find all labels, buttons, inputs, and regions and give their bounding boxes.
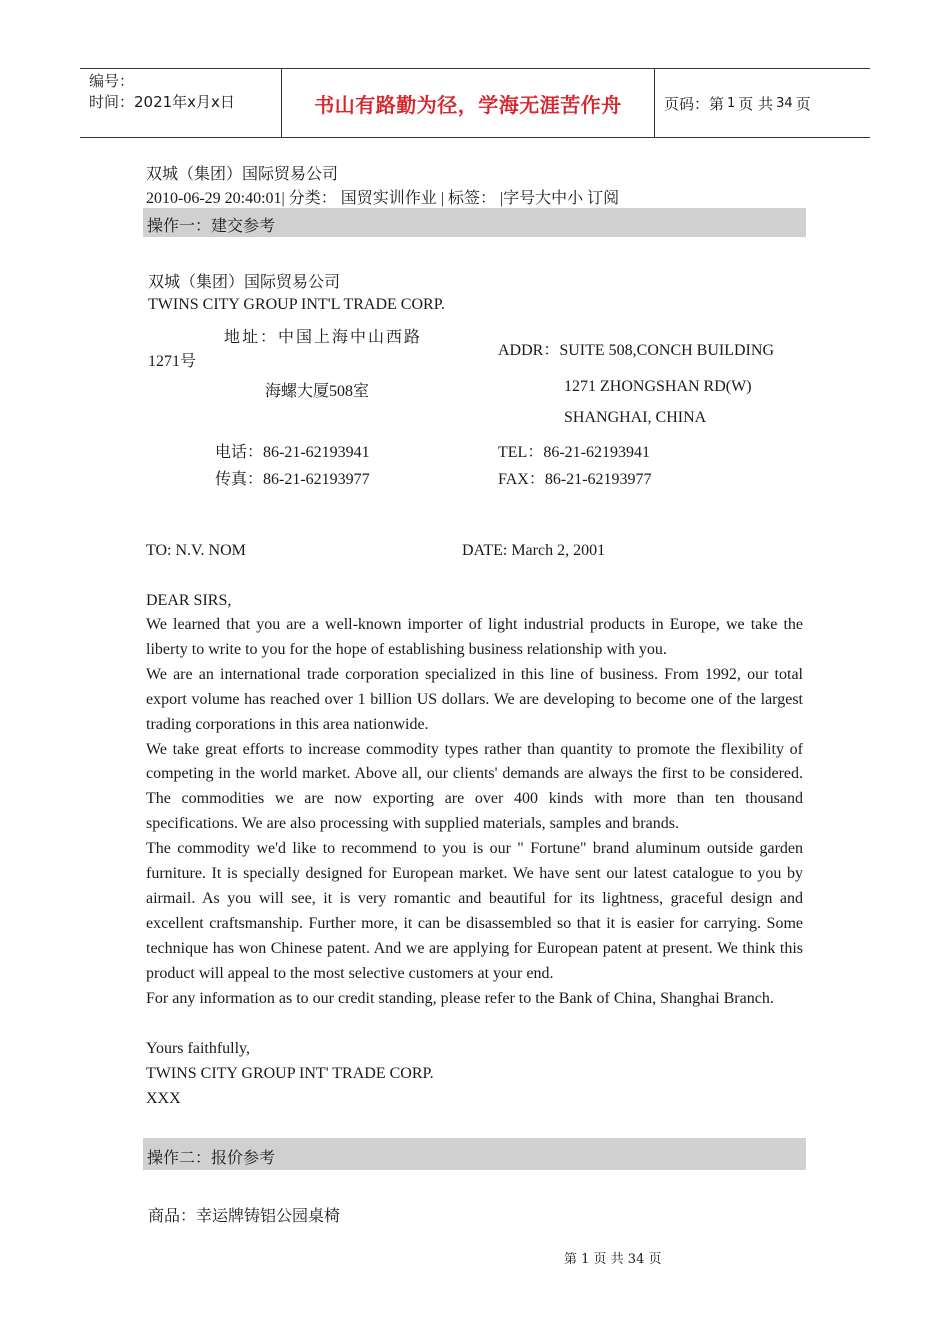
doc-time-label: 时间：2021年x月x日 <box>89 93 235 111</box>
letter-paragraph: We take great efforts to increase commodity types rather than quantity to promote the flexibility of competing in the world market. Above all, our clients' demands are always the first to be considered. The commodities we are now exporting are over 400 kinds with more than ten thousand specifications. We are also processing with supplied materials, samples and brands. <box>146 740 803 833</box>
letter-signer-company: TWINS CITY GROUP INT' TRADE CORP. <box>146 1065 434 1082</box>
header-page-info <box>664 69 811 137</box>
letterhead-cn-fax: 传真：86-21-62193977 <box>215 471 370 488</box>
doc-number-label: 编号： <box>89 72 135 90</box>
letter-paragraph: We are an international trade corporation specialized in this line of business. From 1992, our total export volume has reached over 1 billion US dollars. We are developing to become one of the largest trading corporations in this area nationwide. <box>146 665 803 733</box>
letterhead-cn-address: 地址：中国上海中山西路 <box>224 329 423 346</box>
letter-date: DATE: March 2, 2001 <box>462 542 606 559</box>
header-left <box>89 71 235 113</box>
letter-salutation: DEAR SIRS, <box>146 592 232 609</box>
page-prefix: 页码：第 <box>664 94 725 113</box>
letterhead-en-fax: FAX：86-21-62193977 <box>498 471 652 488</box>
header-motto: 书山有路勤为径，学海无涯苦作舟 <box>314 92 622 117</box>
letterhead-en-address-3: SHANGHAI, CHINA <box>564 409 707 426</box>
letterhead-en-address-2: 1271 ZHONGSHAN RD(W) <box>564 378 752 395</box>
letterhead-cn-name: 双城（集团）国际贸易公司 <box>148 274 341 291</box>
section-band-2 <box>143 1138 806 1170</box>
page-header <box>80 68 870 138</box>
letter-paragraph: The commodity we'd like to recommend to you is our " Fortune" brand aluminum outside garden furniture. It is specially designed for European market. We have sent our latest catalogue to you by airmail. As you will see, it is very romantic and beautiful for its lightness, graceful design and excellent craftsmanship. Further more, it can be disassembled so that it is easier for carrying. Some technique has won Chinese patent. And we are applying for European patent at present. We think this product will appeal to the most selective customers at your end. <box>146 840 803 982</box>
letterhead-cn-tel: 电话：86-21-62193941 <box>215 444 370 461</box>
post-meta-line: 2010-06-29 20:40:01| 分类： 国贸实训作业 | 标签： |字号大中小 订阅 <box>146 190 620 207</box>
letterhead-en-tel: TEL：86-21-62193941 <box>498 444 650 461</box>
section-title-2: 操作二：报价参考 <box>147 1150 276 1167</box>
page-mid: 页 共 <box>738 94 774 113</box>
page-current: 1 <box>727 95 736 111</box>
header-divider <box>654 69 655 137</box>
letter-paragraph: For any information as to our credit standing, please refer to the Bank of China, Shanghai Branch. <box>146 989 774 1007</box>
quote-product: 商品：幸运牌铸铝公园桌椅 <box>148 1208 341 1225</box>
letterhead-cn-address-2: 海螺大厦508室 <box>265 383 370 400</box>
section-title-1: 操作一：建交参考 <box>147 218 276 235</box>
letter-body <box>146 613 803 1012</box>
page-footer: 第 1 页 共 34 页 <box>564 1252 662 1267</box>
letter-closing: Yours faithfully, <box>146 1040 251 1057</box>
letter-signer: XXX <box>146 1090 181 1107</box>
section-band-1 <box>143 208 806 237</box>
company-title: 双城（集团）国际贸易公司 <box>146 166 339 183</box>
page-suffix: 页 <box>795 94 811 113</box>
letterhead-en-name: TWINS CITY GROUP INT'L TRADE CORP. <box>148 296 445 313</box>
letterhead-cn-address-number: 1271号 <box>148 353 197 370</box>
letter-paragraph: We learned that you are a well-known importer of light industrial products in Europe, we take the liberty to write to you for the hope of establishing business relationship with you. <box>146 616 803 658</box>
letterhead-en-address-1: ADDR：SUITE 508,CONCH BUILDING <box>498 342 774 359</box>
letter-to: TO: N.V. NOM <box>146 542 246 559</box>
page-total: 34 <box>776 95 793 111</box>
